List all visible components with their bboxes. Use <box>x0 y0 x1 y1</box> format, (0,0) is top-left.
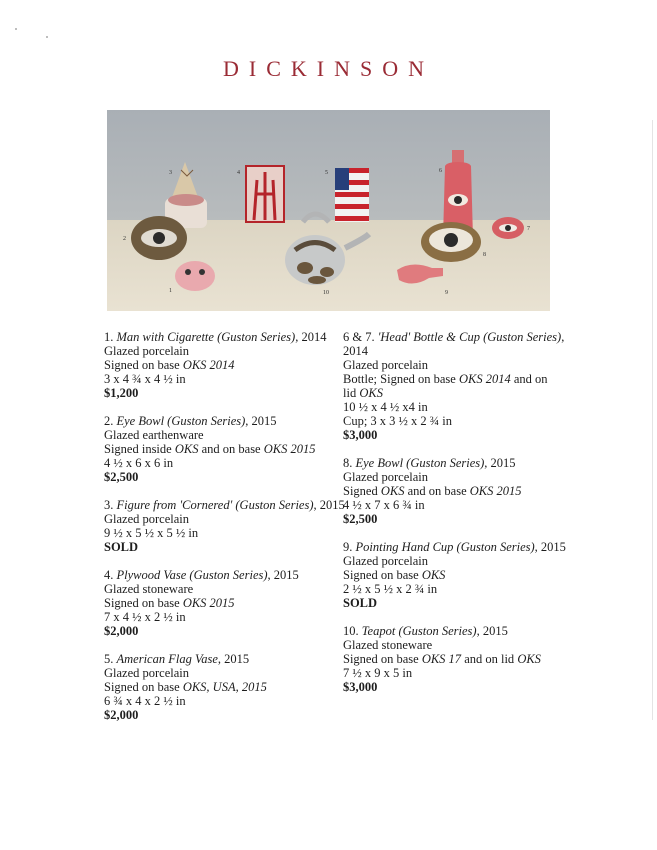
item-price: $2,500 <box>104 470 139 484</box>
item-signature: Bottle; Signed on base OKS 2014 and on <box>343 372 548 386</box>
item-material: Glazed stoneware <box>104 582 194 596</box>
photo-label-4: 4 <box>237 170 240 176</box>
item-signature: Signed on base OKS 2015 <box>104 596 235 610</box>
catalog-item-4 <box>104 568 324 638</box>
item-signature: Signed on base OKS 17 and on lid OKS <box>343 652 541 666</box>
artwork-eye-bowl-earthenware <box>131 216 187 260</box>
photo-label-10: 10 <box>323 290 329 296</box>
item-dimensions: 9 ½ x 5 ½ x 5 ½ in <box>104 526 199 540</box>
item-material: Glazed porcelain <box>104 666 190 680</box>
catalog-item-5 <box>104 652 324 722</box>
item-material: Glazed porcelain <box>343 554 429 568</box>
item-price: $2,000 <box>104 708 139 722</box>
catalog-item-1 <box>104 330 327 400</box>
artwork-eye-bowl-porcelain <box>421 222 481 262</box>
item-price: SOLD <box>104 540 139 554</box>
item-heading: 1. Man with Cigarette (Guston Series), 2014 <box>104 330 327 344</box>
item-dimensions: 7 x 4 ½ x 2 ½ in <box>104 610 186 624</box>
photo-label-7: 7 <box>527 226 530 232</box>
item-material: Glazed porcelain <box>343 358 429 372</box>
item-dimensions: 4 ½ x 6 x 6 in <box>104 456 174 470</box>
item-price: $1,200 <box>104 386 139 400</box>
artwork-man-with-cigarette <box>175 261 215 291</box>
photo-label-3: 3 <box>169 170 172 176</box>
item-dimensions: 2 ½ x 5 ½ x 2 ¾ in <box>343 582 438 596</box>
item-heading: 2. Eye Bowl (Guston Series), 2015 <box>104 414 277 428</box>
item-signature: Signed on base OKS <box>343 568 446 582</box>
item-heading: 5. American Flag Vase, 2015 <box>104 652 250 666</box>
item-heading: 6 & 7. 'Head' Bottle & Cup (Guston Series), <box>343 330 565 344</box>
catalog-column-right <box>343 330 566 708</box>
photo-label-6: 6 <box>439 168 442 174</box>
catalog-item-3 <box>104 498 345 554</box>
photo-label-1: 1 <box>169 288 172 294</box>
item-heading: 10. Teapot (Guston Series), 2015 <box>343 624 508 638</box>
catalog-item-6-7 <box>343 330 565 442</box>
item-signature: Signed inside OKS and on base OKS 2015 <box>104 442 316 456</box>
artwork-american-flag-vase <box>335 168 369 222</box>
item-year: 2014 <box>343 344 368 358</box>
item-price: $3,000 <box>343 680 378 694</box>
item-price: SOLD <box>343 596 378 610</box>
item-signature-cont: lid OKS <box>343 386 383 400</box>
item-material: Glazed earthenware <box>104 428 204 442</box>
item-heading: 3. Figure from 'Cornered' (Guston Series), 2015 <box>104 498 345 512</box>
photo-label-5: 5 <box>325 170 328 176</box>
scan-speck <box>15 28 17 30</box>
scan-speck <box>46 36 48 38</box>
artwork-plywood-vase <box>246 166 284 222</box>
catalog-item-2 <box>104 414 324 484</box>
catalog-column-left <box>104 330 345 736</box>
item-dimensions: 6 ¾ x 4 x 2 ½ in <box>104 694 186 708</box>
item-heading: 8. Eye Bowl (Guston Series), 2015 <box>343 456 516 470</box>
item-dimensions-cup: Cup; 3 x 3 ½ x 2 ¾ in <box>343 414 453 428</box>
catalog-item-9 <box>343 540 566 610</box>
photo-label-9: 9 <box>445 290 448 296</box>
item-dimensions: 4 ½ x 7 x 6 ¾ in <box>343 498 425 512</box>
catalog-item-8 <box>343 456 558 526</box>
item-price: $2,000 <box>104 624 139 638</box>
catalog-item-10 <box>343 624 558 694</box>
scan-edge-line <box>652 120 653 720</box>
item-signature: Signed on base OKS 2014 <box>104 358 235 372</box>
item-dimensions: 10 ½ x 4 ½ x4 in <box>343 400 428 414</box>
item-material: Glazed porcelain <box>343 470 429 484</box>
item-signature: Signed on base OKS, USA, 2015 <box>104 680 267 694</box>
item-signature: Signed OKS and on base OKS 2015 <box>343 484 522 498</box>
item-material: Glazed porcelain <box>104 512 190 526</box>
artwork-head-cup <box>492 217 524 239</box>
item-dimensions: 3 x 4 ¾ x 4 ½ in <box>104 372 186 386</box>
item-heading: 9. Pointing Hand Cup (Guston Series), 2015 <box>343 540 566 554</box>
gallery-brand-title: DICKINSON <box>223 56 434 81</box>
item-price: $2,500 <box>343 512 378 526</box>
item-heading: 4. Plywood Vase (Guston Series), 2015 <box>104 568 299 582</box>
item-material: Glazed stoneware <box>343 638 433 652</box>
artworks-photo <box>107 110 550 311</box>
item-price: $3,000 <box>343 428 378 442</box>
photo-label-2: 2 <box>123 236 126 242</box>
photo-label-8: 8 <box>483 252 486 258</box>
item-material: Glazed porcelain <box>104 344 190 358</box>
item-dimensions: 7 ½ x 9 x 5 in <box>343 666 413 680</box>
